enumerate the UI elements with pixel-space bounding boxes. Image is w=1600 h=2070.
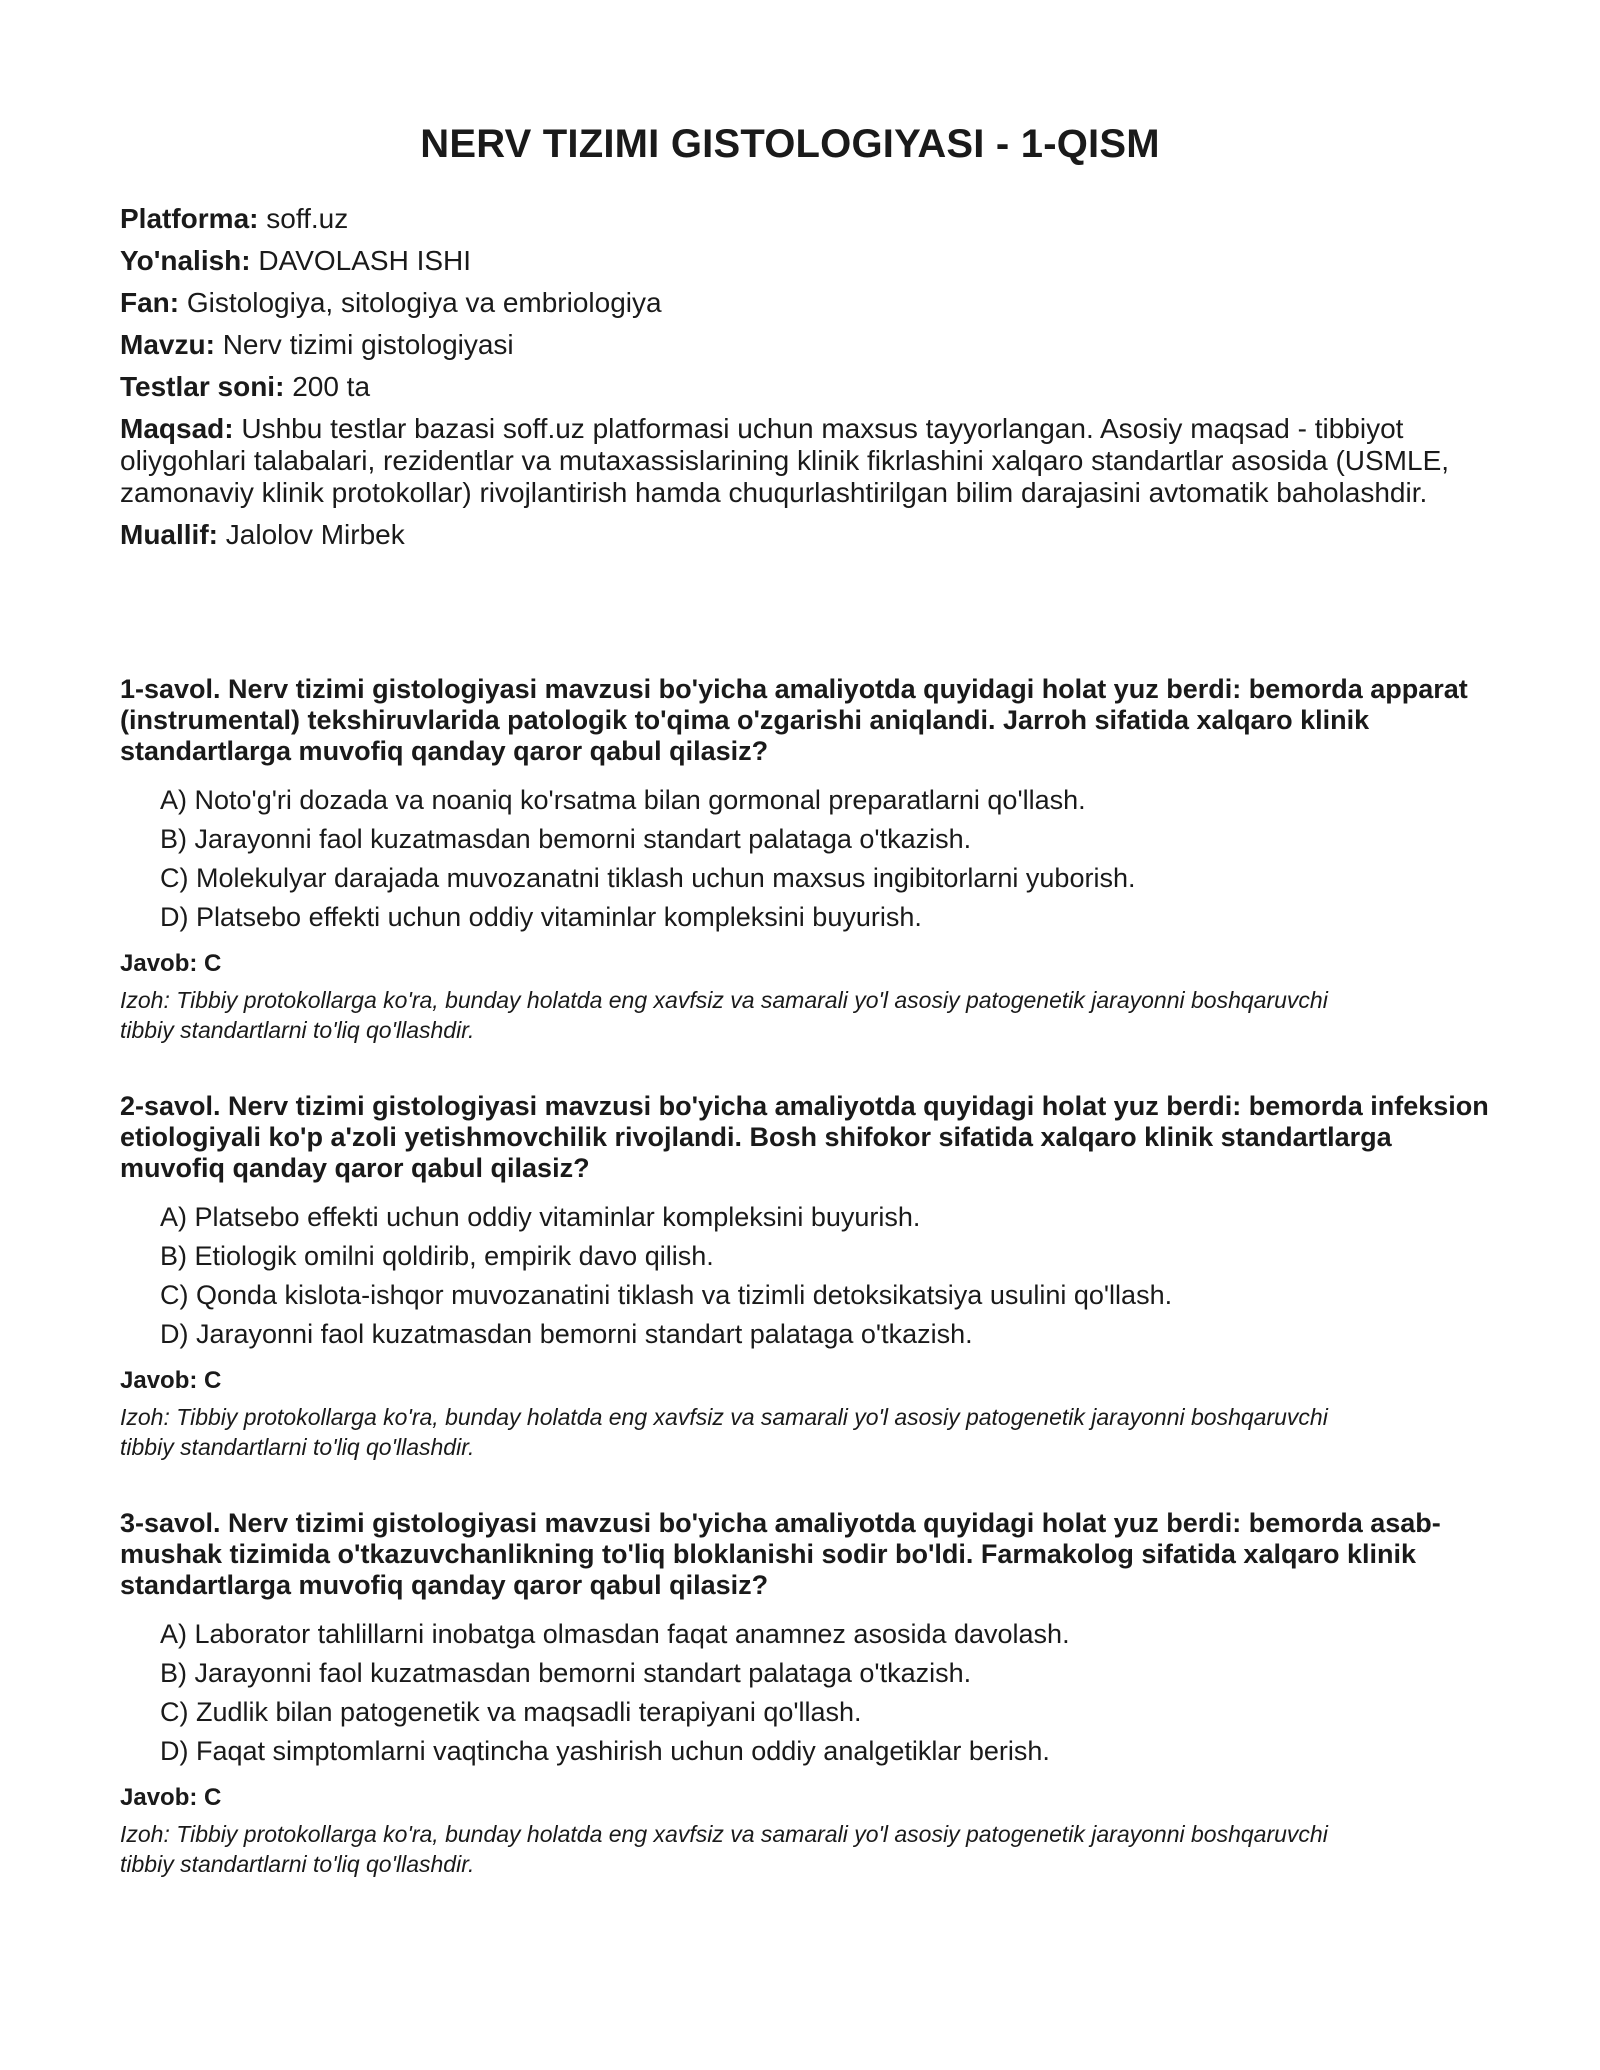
meta-value: Nerv tizimi gistologiyasi bbox=[222, 329, 514, 360]
meta-label: Fan: bbox=[120, 287, 180, 318]
answer-text: Javob: C bbox=[120, 1367, 222, 1394]
meta-label: Maqsad: bbox=[120, 413, 234, 444]
meta-label: Yo'nalish: bbox=[120, 245, 251, 276]
meta-value: Ushbu testlar bazasi soff.uz platformasi uchun maxsus tayyorlangan. Asosiy maqsad - tibbiyot oliygohlari talabalari, rezidentlar va mutaxassislarining klinik fikrlashini xalqaro standartlar asosida (USMLE, zamonaviy klinik protokollar) rivojlantirish hamda chuqurlashtirilgan bilim darajasini avtomatik baholashdir. bbox=[120, 413, 1450, 508]
option-list bbox=[120, 1198, 1490, 1354]
meta-testlar-soni bbox=[120, 371, 1450, 403]
question-text: 3-savol. Nerv tizimi gistologiyasi mavzusi bo'yicha amaliyotda quyidagi holat yuz berdi: bemorda asab-mushak tizimida o'tkazuvchanlikning to'liq bloklanishi sodir bo'ldi. Farmakolog sifatida xalqaro klinik standartlarga muvofiq qanday qaror qabul qilasiz? bbox=[120, 1508, 1441, 1600]
meta-value: Gistologiya, sitologiya va embriologiya bbox=[186, 287, 662, 318]
option-b: B) Jarayonni faol kuzatmasdan bemorni standart palataga o'tkazish. bbox=[160, 824, 972, 854]
meta-value: 200 ta bbox=[292, 371, 371, 402]
meta-label: Mavzu: bbox=[120, 329, 215, 360]
option-a: A) Laborator tahlillarni inobatga olmasdan faqat anamnez asosida davolash. bbox=[160, 1619, 1070, 1649]
option-b: B) Etiologik omilni qoldirib, empirik davo qilish. bbox=[160, 1241, 714, 1271]
meta-mavzu bbox=[120, 329, 1450, 361]
meta-value: soff.uz bbox=[266, 203, 349, 234]
option-d: D) Platsebo effekti uchun oddiy vitaminlar kompleksini buyurish. bbox=[160, 902, 922, 932]
meta-value: DAVOLASH ISHI bbox=[258, 245, 472, 276]
answer-text: Javob: C bbox=[120, 950, 222, 977]
document-title: NERV TIZIMI GISTOLOGIYASI - 1-QISM bbox=[420, 122, 1160, 166]
option-b: B) Jarayonni faol kuzatmasdan bemorni standart palataga o'tkazish. bbox=[160, 1658, 972, 1688]
option-list bbox=[120, 781, 1490, 937]
option-c: C) Qonda kislota-ishqor muvozanatini tiklash va tizimli detoksikatsiya usulini qo'llash. bbox=[160, 1280, 1173, 1310]
explanation-text: Izoh: Tibbiy protokollarga ko'ra, bunday holatda eng xavfsiz va samarali yo'l asosiy patogenetik jarayonni boshqaruvchi tibbiy standartlarni to'liq qo'llashdir. bbox=[120, 1821, 1328, 1877]
question-item bbox=[120, 674, 1490, 1045]
meta-muallif bbox=[120, 519, 1450, 551]
explanation-text: Izoh: Tibbiy protokollarga ko'ra, bunday holatda eng xavfsiz va samarali yo'l asosiy patogenetik jarayonni boshqaruvchi tibbiy standartlarni to'liq qo'llashdir. bbox=[120, 1404, 1328, 1460]
question-item bbox=[120, 1091, 1490, 1462]
meta-platforma bbox=[120, 203, 1450, 235]
meta-yonalish bbox=[120, 245, 1450, 277]
option-a: A) Noto'g'ri dozada va noaniq ko'rsatma bilan gormonal preparatlarni qo'llash. bbox=[160, 785, 1086, 815]
question-list bbox=[120, 674, 1490, 1925]
question-item bbox=[120, 1508, 1490, 1879]
option-list bbox=[120, 1615, 1490, 1771]
option-c: C) Zudlik bilan patogenetik va maqsadli terapiyani qo'llash. bbox=[160, 1697, 862, 1727]
option-c: C) Molekulyar darajada muvozanatni tiklash uchun maxsus ingibitorlarni yuborish. bbox=[160, 863, 1136, 893]
meta-label: Platforma: bbox=[120, 203, 259, 234]
answer-text: Javob: C bbox=[120, 1784, 222, 1811]
question-text: 2-savol. Nerv tizimi gistologiyasi mavzusi bo'yicha amaliyotda quyidagi holat yuz berdi: bemorda infeksion etiologiyali ko'p a'zoli yetishmovchilik rivojlandi. Bosh shifokor sifatida xalqaro klinik standartlarga muvofiq qanday qaror qabul qilasiz? bbox=[120, 1091, 1489, 1183]
meta-label: Muallif: bbox=[120, 519, 218, 550]
document-meta bbox=[120, 203, 1450, 561]
meta-maqsad bbox=[120, 413, 1450, 509]
option-d: D) Faqat simptomlarni vaqtincha yashirish uchun oddiy analgetiklar berish. bbox=[160, 1736, 1050, 1766]
question-text: 1-savol. Nerv tizimi gistologiyasi mavzusi bo'yicha amaliyotda quyidagi holat yuz berdi: bemorda apparat (instrumental) tekshiruvlarida patologik to'qima o'zgarishi aniqlandi. Jarroh sifatida xalqaro klinik standartlarga muvofiq qanday qaror qabul qilasiz? bbox=[120, 674, 1468, 766]
meta-fan bbox=[120, 287, 1450, 319]
option-d: D) Jarayonni faol kuzatmasdan bemorni standart palataga o'tkazish. bbox=[160, 1319, 973, 1349]
meta-value: Jalolov Mirbek bbox=[225, 519, 405, 550]
option-a: A) Platsebo effekti uchun oddiy vitaminlar kompleksini buyurish. bbox=[160, 1202, 921, 1232]
explanation-text: Izoh: Tibbiy protokollarga ko'ra, bunday holatda eng xavfsiz va samarali yo'l asosiy patogenetik jarayonni boshqaruvchi tibbiy standartlarni to'liq qo'llashdir. bbox=[120, 987, 1328, 1043]
meta-label: Testlar soni: bbox=[120, 371, 285, 402]
